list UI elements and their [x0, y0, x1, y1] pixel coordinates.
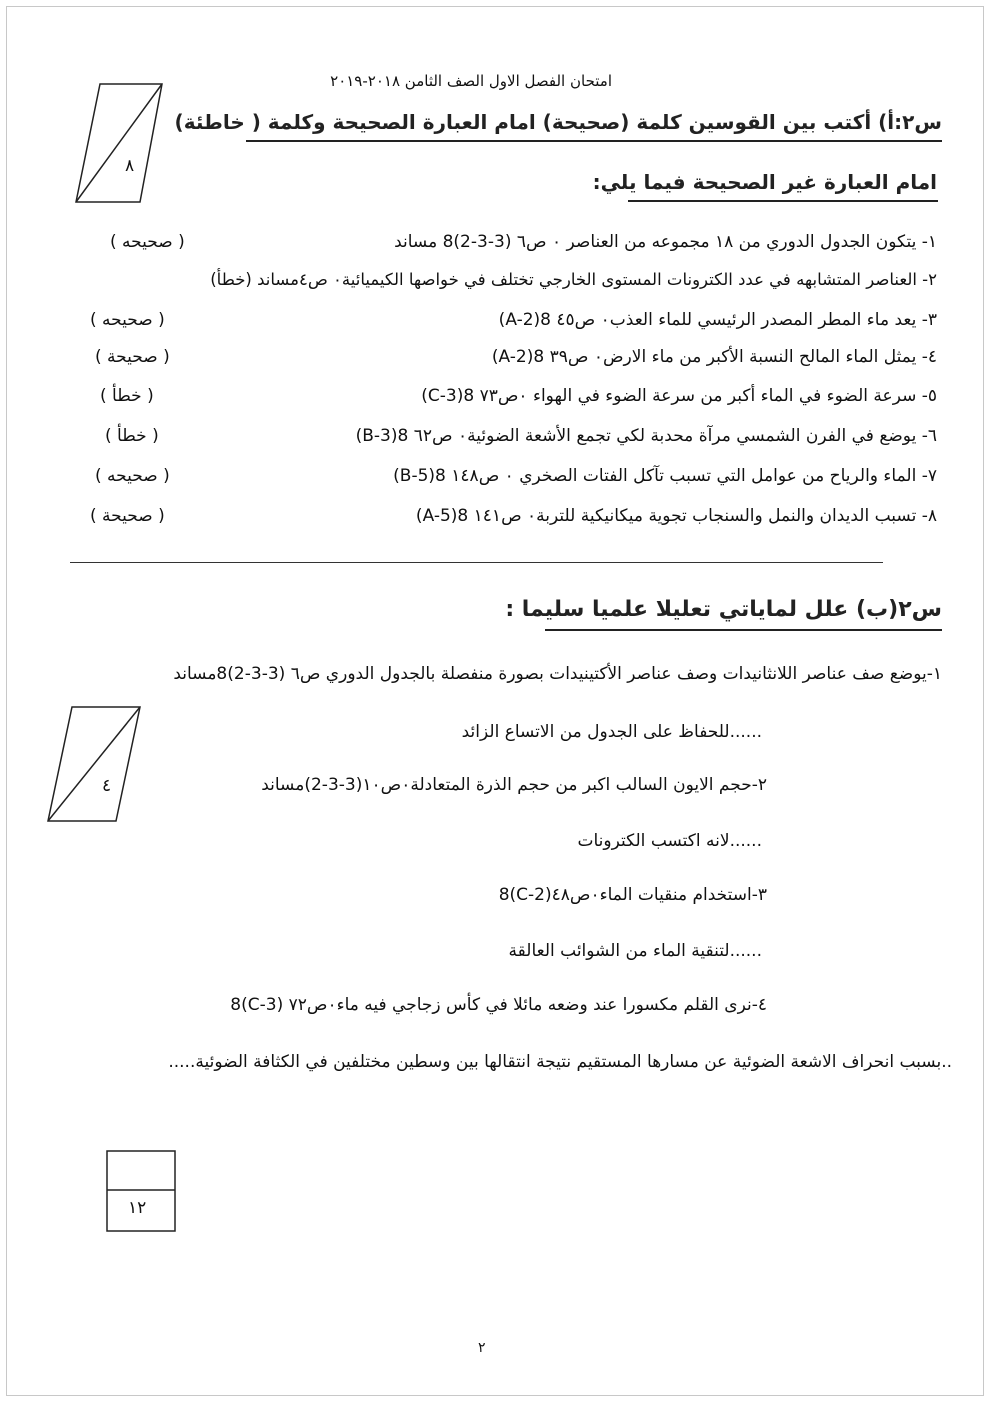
statement-6-answer: ( خطأ )	[105, 426, 159, 446]
statement-4-answer: ( صحيحة )	[95, 347, 170, 367]
q2a-title: س٢:أ) أكتب بين القوسين كلمة (صحيحة) امام العبارة الصحيحة وكلمة ( خاطئة)	[174, 110, 942, 134]
statement-3-answer: ( صحيحه )	[90, 310, 165, 330]
score-box-b-value: ٤	[102, 776, 112, 796]
statement-7: ٧- الماء والرياح من عوامل التي تسبب تآكل الفتات الصخري ٠ ص١٤٨ 8(B-5)	[393, 466, 937, 486]
score-box-total-value: ١٢	[128, 1198, 147, 1218]
statement-8: ٨- تسبب الديدان والنمل والسنجاب تجوية ميكانيكية للتربة٠ ص١٤١ 8(A-5)	[415, 506, 937, 526]
statement-5-answer: ( خطأ )	[100, 386, 154, 406]
q2b-title: س٢(ب) علل لماياتي تعليلا علميا سليما :	[505, 597, 942, 622]
q2b-title-underline	[545, 629, 942, 631]
q2b-item-2-answer: ......لانه اكتسب الكترونات	[577, 831, 762, 851]
score-box-b	[46, 705, 142, 823]
page-number: ٢	[478, 1340, 486, 1356]
q2b-item-4-answer: ..بسبب انحراف الاشعة الضوئية عن مسارها المستقيم نتيجة انتقالها بين وسطين مختلفين في الكثافة الضوئية.....	[168, 1052, 952, 1072]
statement-6: ٦- يوضع في الفرن الشمسي مرآة محدبة لكي تجمع الأشعة الضوئية٠ ص٦٢ 8(B-3)	[355, 426, 937, 446]
statement-7-answer: ( صحيحه )	[95, 466, 170, 486]
q2b-item-4-question: ٤-نرى القلم مكسورا عند وضعه مائلا في كأس زجاجي فيه ماء٠ص٧٢ (C-3)8	[230, 995, 767, 1015]
q2b-item-1-answer: ......للحفاظ على الجدول من الاتساع الزائد	[461, 722, 762, 742]
q2b-item-1-question: ١-يوضع صف عناصر اللانثانيدات وصف عناصر الأكتينيدات بصورة منفصلة بالجدول الدوري ص٦ (3-3-2)8مساند	[173, 664, 942, 684]
q2a-subtitle-underline	[628, 200, 938, 202]
statement-4: ٤- يمثل الماء المالح النسبة الأكبر من ماء الارض٠ ص٣٩ 8(A-2)	[491, 347, 937, 367]
score-box-a-value: ٨	[125, 156, 135, 176]
statement-3: ٣- يعد ماء المطر المصدر الرئيسي للماء العذب٠ ص٤٥ 8(A-2)	[498, 310, 937, 330]
statement-8-answer: ( صحيحة )	[90, 506, 165, 526]
section-divider	[70, 562, 883, 563]
score-box-a	[74, 82, 164, 204]
q2b-item-2-question: ٢-حجم الايون السالب اكبر من حجم الذرة المتعادلة٠ص١٠(3-3-2)مساند	[261, 775, 767, 795]
statement-1: ١- يتكون الجدول الدوري من ١٨ مجموعه من العناصر ٠ ص٦ (3-3-2)8 مساند	[394, 232, 937, 252]
exam-title: امتحان الفصل الاول الصف الثامن ٢٠١٨-٢٠١٩	[330, 72, 612, 90]
q2b-item-3-question: ٣-استخدام منقيات الماء٠ص٤٨(C-2)8	[498, 885, 767, 905]
statement-1-answer: ( صحيحه )	[110, 232, 185, 252]
q2a-title-underline	[246, 140, 942, 142]
statement-5: ٥- سرعة الضوء في الماء أكبر من سرعة الضوء في الهواء ٠ص٧٣ 8(C-3)	[421, 386, 937, 406]
statement-2: ٢- العناصر المتشابهه في عدد الكترونات المستوى الخارجي تختلف في خواصها الكيميائية٠ ص٤مساند (خطأ)	[210, 270, 937, 289]
q2a-subtitle: امام العبارة غير الصحيحة فيما يلي:	[592, 170, 937, 194]
q2b-item-3-answer: ......لتنقية الماء من الشوائب العالقة	[508, 941, 762, 961]
score-box-total	[106, 1150, 176, 1232]
